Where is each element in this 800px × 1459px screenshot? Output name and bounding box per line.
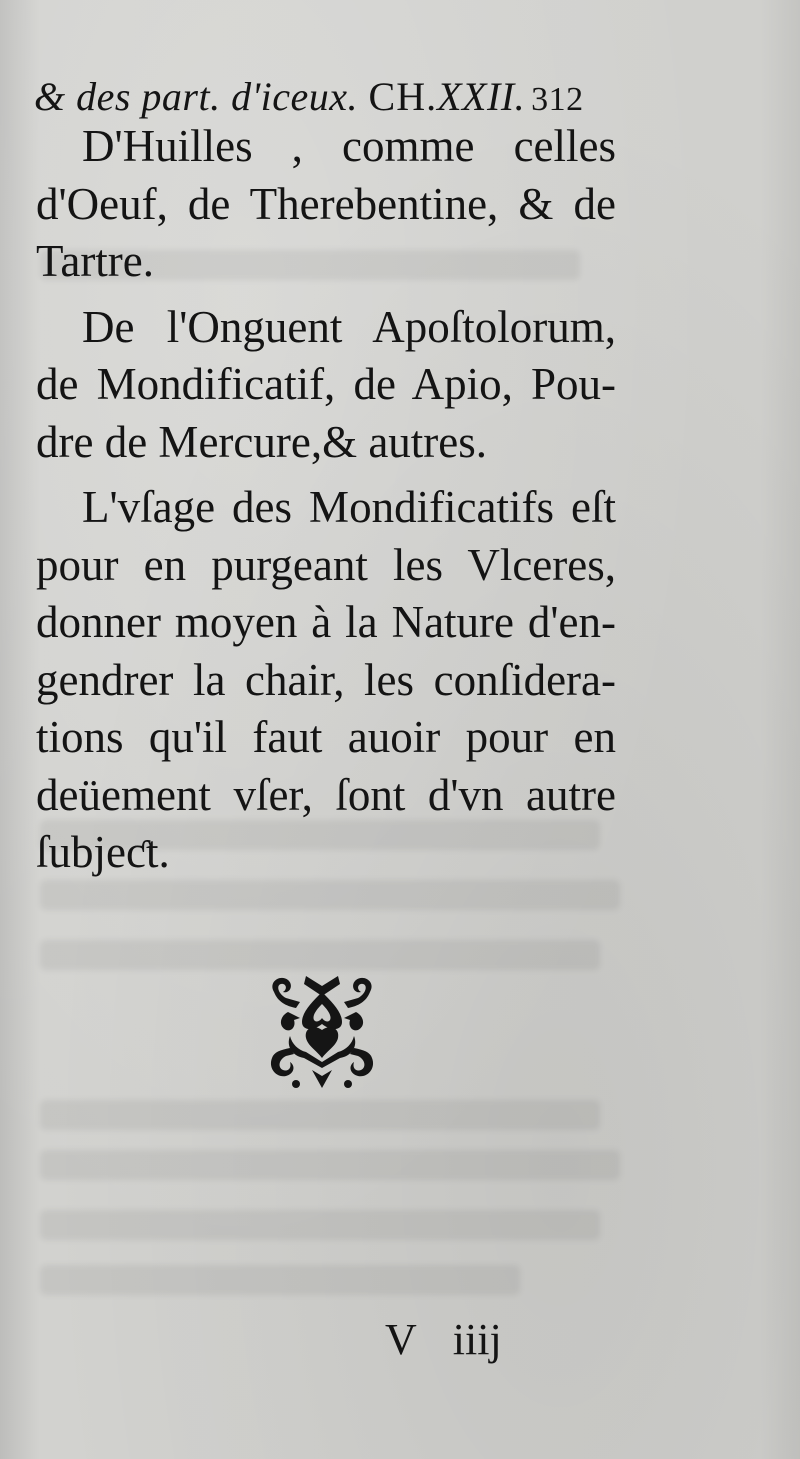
bleed-through-mark	[40, 1265, 520, 1295]
text-line: L'vſage des Mondificatifs eſt	[82, 482, 616, 532]
text-line: gendrer la chair, les conſidera-	[36, 654, 616, 705]
text-line: D'Huilles , comme celles	[82, 121, 616, 171]
text-line: tions qu'il faut auoir pour en	[36, 712, 616, 762]
text-line: ſubjeƈt.	[36, 827, 170, 877]
text-line: pour en purgeant les Vlceres,	[36, 539, 616, 590]
running-head	[34, 70, 614, 124]
page-number: 312	[531, 81, 584, 118]
signature-letter: V	[385, 1315, 417, 1364]
text-line: Tartre.	[36, 236, 155, 286]
body-text	[36, 118, 616, 882]
bleed-through-mark	[40, 1150, 620, 1180]
signature-mark	[385, 1310, 525, 1370]
text-line: donner moyen à la Nature d'en-	[36, 597, 616, 647]
running-head-chapter: CH.	[368, 74, 438, 119]
bleed-through-mark	[40, 880, 620, 910]
bleed-through-mark	[40, 940, 600, 970]
text-line: dre de Mercure,& autres.	[36, 416, 488, 467]
text-line: De l'Onguent Apoſtolorum,	[82, 301, 616, 352]
running-head-numeral: XXII.	[437, 74, 526, 119]
text-line: d'Oeuf, de Therebentine, & de	[36, 178, 616, 229]
text-line: deüement vſer, ſont d'vn autre	[36, 769, 616, 820]
bleed-through-mark	[40, 1100, 600, 1130]
running-head-title: & des part. d'iceux.	[34, 74, 359, 119]
bleed-through-mark	[40, 1210, 600, 1240]
fleuron-icon	[266, 972, 378, 1090]
text-line: de Mondificatif, de Apio, Pou-	[36, 359, 616, 409]
signature-numeral: iiij	[452, 1315, 502, 1364]
